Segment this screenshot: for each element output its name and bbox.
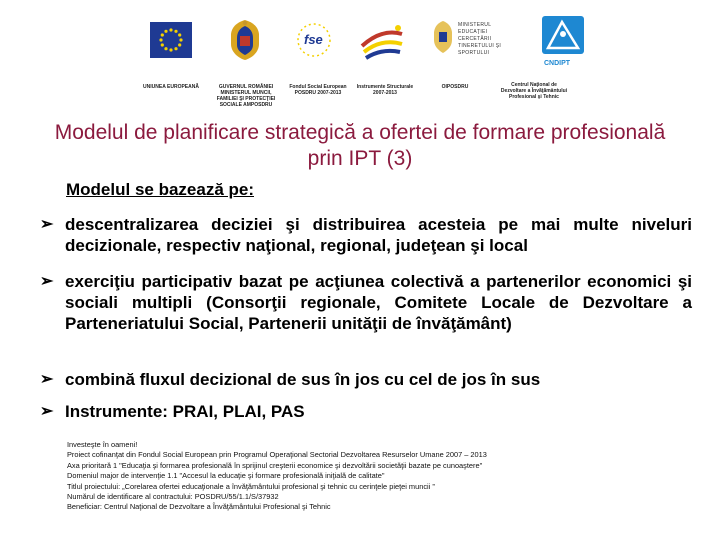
instrumente-caption: Instrumente Structurale 2007-2013 [356,84,414,96]
cndipt-caption: Centrul Naţional de Dezvoltare a Învăţământului Profesional şi Tehnic [500,82,568,100]
arrow-bullet-icon: ➢ [40,216,54,233]
arrow-bullet-icon: ➢ [40,273,54,290]
page-title: Modelul de planificare strategică a ofertei de formare profesională prin IPT (3) [54,121,666,170]
fse-caption: Fondul Social European POSDRU 2007-2013 [289,84,347,96]
bullet-text: Instrumente: PRAI, PLAI, PAS [65,402,305,421]
ministry-crest-icon [432,20,454,54]
bullet-item-4 [40,401,692,422]
bullet-text: exerciţiu participativ bazat pe acţiunea colectivă a partenerilor economici şi sociali multipli (Consorţii regionale, Comitete Locale de Dezvoltare a Parteneriatului Social, Partenerii unităţii de învăţământ) [65,272,692,333]
cndipt-logo [540,14,586,56]
guvern-caption: GUVERNUL ROMÂNIEI MINISTERUL MUNCII, FAMILIEI ŞI PROTECŢIEI SOCIALE AMPOSDRU [216,84,276,108]
cndipt-text: CNDIPT [544,60,571,67]
project-footer [67,440,687,513]
footer-line: Axa prioritară 1 "Educaţia şi formarea profesională în sprijinul creşterii economice şi dezvoltării societăţii bazate pe cunoaştere" [67,460,483,470]
footer-line: Investeşte în oameni! [67,440,138,449]
instrumente-structurale-logo [358,20,406,62]
arrow-bullet-icon: ➢ [40,403,54,420]
logo-strip [0,0,720,110]
bullet-item-3 [40,369,692,390]
ministry-education-logo: MINISTERUL EDUCAŢIEI CERCETĂRII TINERETULUI ŞI SPORTULUI [458,22,502,56]
arrow-bullet-icon: ➢ [40,371,54,388]
footer-line: Proiect cofinanţat din Fondul Social European prin Programul Operaţional Sectorial Dezvoltarea Resurselor Umane 2007 – 2013 [67,450,487,460]
footer-line: Domeniul major de intervenţie 1.1 "Accesul la educaţie şi formare profesională iniţială de calitate" [67,471,385,481]
footer-line: Numărul de identificare al contractului: POSDRU/55/1.1/S/37932 [67,492,279,502]
bullet-item-2 [40,271,692,334]
eu-caption: UNIUNEA EUROPEANĂ [143,84,199,90]
romania-coat-of-arms-logo [228,18,262,62]
bullet-text: combină fluxul decizional de sus în jos cu cel de jos în sus [65,370,541,389]
footer-line: Titlul proiectului: „Corelarea ofertei educaţionale a învăţământului profesional şi tehnic cu cerinţele pieţei muncii ” [67,481,435,491]
oiposdru-caption: OIPOSDRU [441,84,469,90]
fse-text: fse [304,32,323,47]
bullet-text: descentralizarea deciziei şi distribuirea acesteia pe mai multe niveluri decizionale, respectiv naţional, regional, judeţean şi local [65,215,692,255]
footer-line: Beneficiar: Centrul Naţional de Dezvoltare a Învăţământului Profesional şi Tehnic [67,502,331,512]
eu-flag-logo [150,22,192,58]
bullet-item-1 [40,214,692,256]
subheading: Modelul se bazează pe: [66,180,254,199]
